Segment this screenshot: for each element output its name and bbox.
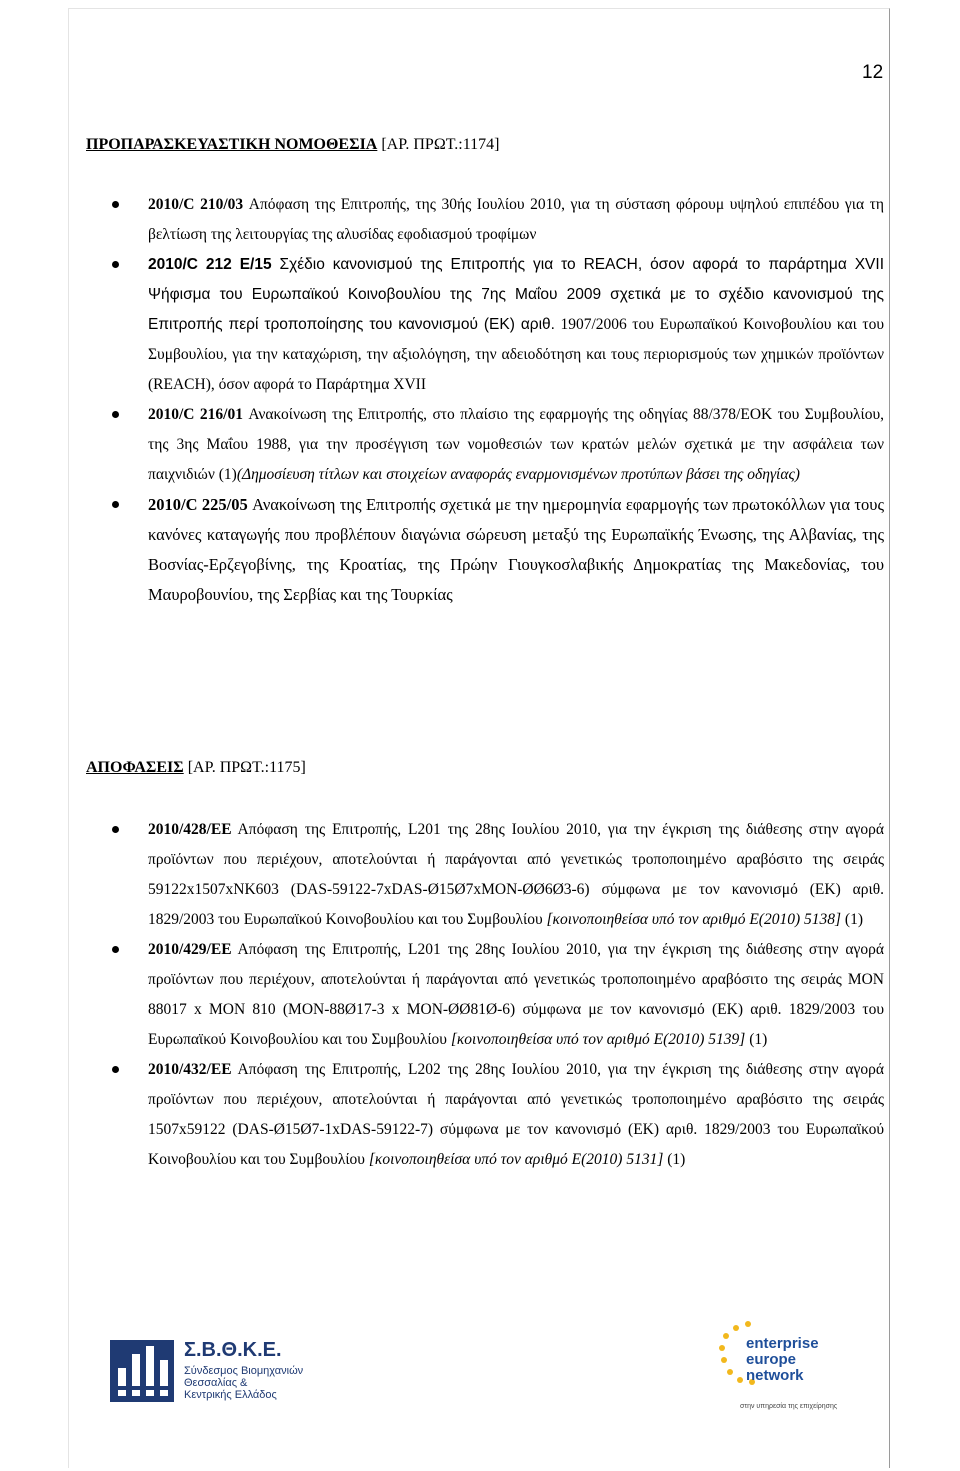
section-title: ΑΠΟΦΑΣΕΙΣ xyxy=(86,759,184,776)
logo-line3: Κεντρικής Ελλάδος xyxy=(184,1389,277,1401)
list-item xyxy=(148,400,884,490)
svbthke-logo xyxy=(108,1320,318,1402)
list-item xyxy=(148,815,884,935)
list-item xyxy=(148,1055,884,1175)
section-ref: [ΑΡ. ΠΡΩΤ.:1175] xyxy=(183,759,306,776)
bullet-icon xyxy=(112,261,119,268)
section-heading-legislation xyxy=(86,135,499,155)
list-item xyxy=(148,250,884,400)
item-code: 2010/C 225/05 xyxy=(148,495,248,514)
item-code: 2010/429/ΕΕ xyxy=(148,941,232,958)
item-italic-note: [κοινοποιηθείσα υπό τον αριθμό Ε(2010) 5131] xyxy=(368,1151,664,1168)
item-code: 2010/428/ΕΕ xyxy=(148,821,232,838)
enterprise-europe-network-logo xyxy=(718,1320,878,1415)
list-item xyxy=(148,935,884,1055)
bullet-icon xyxy=(112,501,119,508)
bullet-icon xyxy=(112,946,119,953)
een-line3: network xyxy=(746,1367,804,1384)
item-text: Απόφαση της Επιτροπής, L201 της 28ης Ιουλίου 2010, για την έγκριση της διάθεσης στην αγορά προϊόντων που περιέχουν, αποτελούνται ή παράγονται από γενετικώς τροποποιημένο αραβόσιτο της σειράς MON 88017 x MON 810 (MON-88Ø17-3 x MON-ØØ81Ø-6) σύμφωνα με τον κανονισμό (ΕΚ) αριθ. 1829/2003 του Ευρωπαϊκού Κοινοβουλίου και του Συμβουλίου xyxy=(148,941,884,1048)
item-tail: (1) xyxy=(745,1031,768,1048)
section-title: ΠΡΟΠΑΡΑΣΚΕΥΑΣΤΙΚΗ ΝΟΜΟΘΕΣΙΑ xyxy=(86,136,378,153)
item-text: Απόφαση της Επιτροπής, της 30ής Ιουλίου 2010, για τη σύσταση φόρουμ υψηλού επιπέδου για τη βελτίωση της λειτουργίας της αλυσίδας εφοδιασμού τροφίμων xyxy=(148,196,884,243)
item-tail: (1) xyxy=(841,911,863,928)
bullet-icon xyxy=(112,826,119,833)
een-tagline: στην υπηρεσία της επιχείρησης xyxy=(740,1403,838,1410)
bullet-icon xyxy=(112,1066,119,1073)
item-text: Απόφαση της Επιτροπής, L202 της 28ης Ιουλίου 2010, για την έγκριση της διάθεσης στην αγορά προϊόντων που περιέχουν, αποτελούνται ή παράγονται από γενετικώς τροποποιημένο αραβόσιτο της σειράς 1507x59122 (DAS-Ø15Ø7-1xDAS-59122-7) σύμφωνα με τον κανονισμό (ΕΚ) αριθ. 1829/2003 του Ευρωπαϊκού Κοινοβουλίου και του Συμβουλίου xyxy=(148,1061,884,1168)
bullet-icon xyxy=(112,201,119,208)
logo-line1: Σύνδεσμος Βιομηχανιών xyxy=(184,1365,304,1377)
item-text: Ανακοίνωση της Επιτροπής σχετικά με την ημερομηνία εφαρμογής των πρωτοκόλλων για τους κανόνες καταγωγής που προβλέπουν διαγώνια σώρευση μεταξύ της Ευρωπαϊκής Ένωσης, της Αλβανίας, της Βοσνίας-Ερζεγοβίνης, της Κροατίας, της Πρώην Γιουγκοσλαβικής Δημοκρατίας της Μακεδονίας, του Μαυροβουνίου, της Σερβίας και της Τουρκίας xyxy=(148,495,884,604)
item-text-continued: 1907/2006 του Ευρωπαϊκού Κοινοβουλίου και του Συμβουλίου, για την καταχώριση, την αξιολόγηση, την αδειοδότηση και τους περιορισμούς των χημικών προϊόντων (REACH), όσον αφορά το Παράρτημα XVII xyxy=(148,316,884,393)
item-code: 2010/C 210/03 xyxy=(148,196,244,213)
list-item xyxy=(148,490,884,610)
logo-acronym: Σ.Β.Θ.Κ.Ε. xyxy=(184,1339,282,1361)
footer xyxy=(0,1300,960,1430)
logo-line2: Θεσσαλίας & xyxy=(184,1377,248,1389)
section-heading-decisions xyxy=(86,758,306,778)
een-line1: enterprise xyxy=(746,1335,819,1352)
item-tail: (1) xyxy=(663,1151,686,1168)
item-italic-note: [κοινοποιηθείσα υπό τον αριθμό Ε(2010) 5138] xyxy=(546,911,842,928)
section-ref: [ΑΡ. ΠΡΩΤ.:1174] xyxy=(377,136,500,153)
item-italic-note: [κοινοποιηθείσα υπό τον αριθμό Ε(2010) 5139] xyxy=(450,1031,746,1048)
item-italic-note: (Δημοσίευση τίτλων και στοιχείων αναφοράς εναρμονισμένων προτύπων βάσει της οδηγίας) xyxy=(236,466,800,483)
legislation-list xyxy=(148,190,884,610)
factory-icon xyxy=(110,1340,174,1402)
een-line2: europe xyxy=(746,1351,797,1368)
item-text: Σχέδιο κανονισμού της Επιτροπής για το REACH, όσον αφορά το παράρτημα XVII Ψήφισμα του Ευρωπαϊκού Κοινοβουλίου της 7ης Μαΐου 2009 σχετικά με το σχέδιο κανονισμού της Επιτροπής περί τροποποίησης του κανονισμού (ΕΚ) αριθ. xyxy=(148,256,884,333)
bullet-icon xyxy=(112,411,119,418)
item-code: 2010/C 216/01 xyxy=(148,406,243,423)
item-text: Ανακοίνωση της Επιτροπής, στο πλαίσιο της εφαρμογής της οδηγίας 88/378/ΕΟΚ του Συμβουλίου, της 3ης Μαΐου 1988, για την προσέγγιση των νομοθεσιών των κρατών μελών σχετικά με την ασφάλεια των παιχνιδιών (1) xyxy=(148,406,884,483)
item-code: 2010/C 212 E/15 xyxy=(148,256,272,273)
page-number: 12 xyxy=(862,62,884,83)
item-text: Απόφαση της Επιτροπής, L201 της 28ης Ιουλίου 2010, για την έγκριση της διάθεσης στην αγορά προϊόντων που περιέχουν, αποτελούνται ή παράγονται από γενετικώς τροποποιημένο αραβόσιτο της σειράς 59122x1507xNK603 (DAS-59122-7xDAS-Ø15Ø7xMON-ØØ6Ø3-6) σύμφωνα με τον κανονισμό (ΕΚ) αριθ. 1829/2003 του Ευρωπαϊκού Κοινοβουλίου και του Συμβουλίου xyxy=(148,821,884,928)
list-item xyxy=(148,190,884,250)
item-code: 2010/432/ΕΕ xyxy=(148,1061,232,1078)
decisions-list xyxy=(148,815,884,1175)
